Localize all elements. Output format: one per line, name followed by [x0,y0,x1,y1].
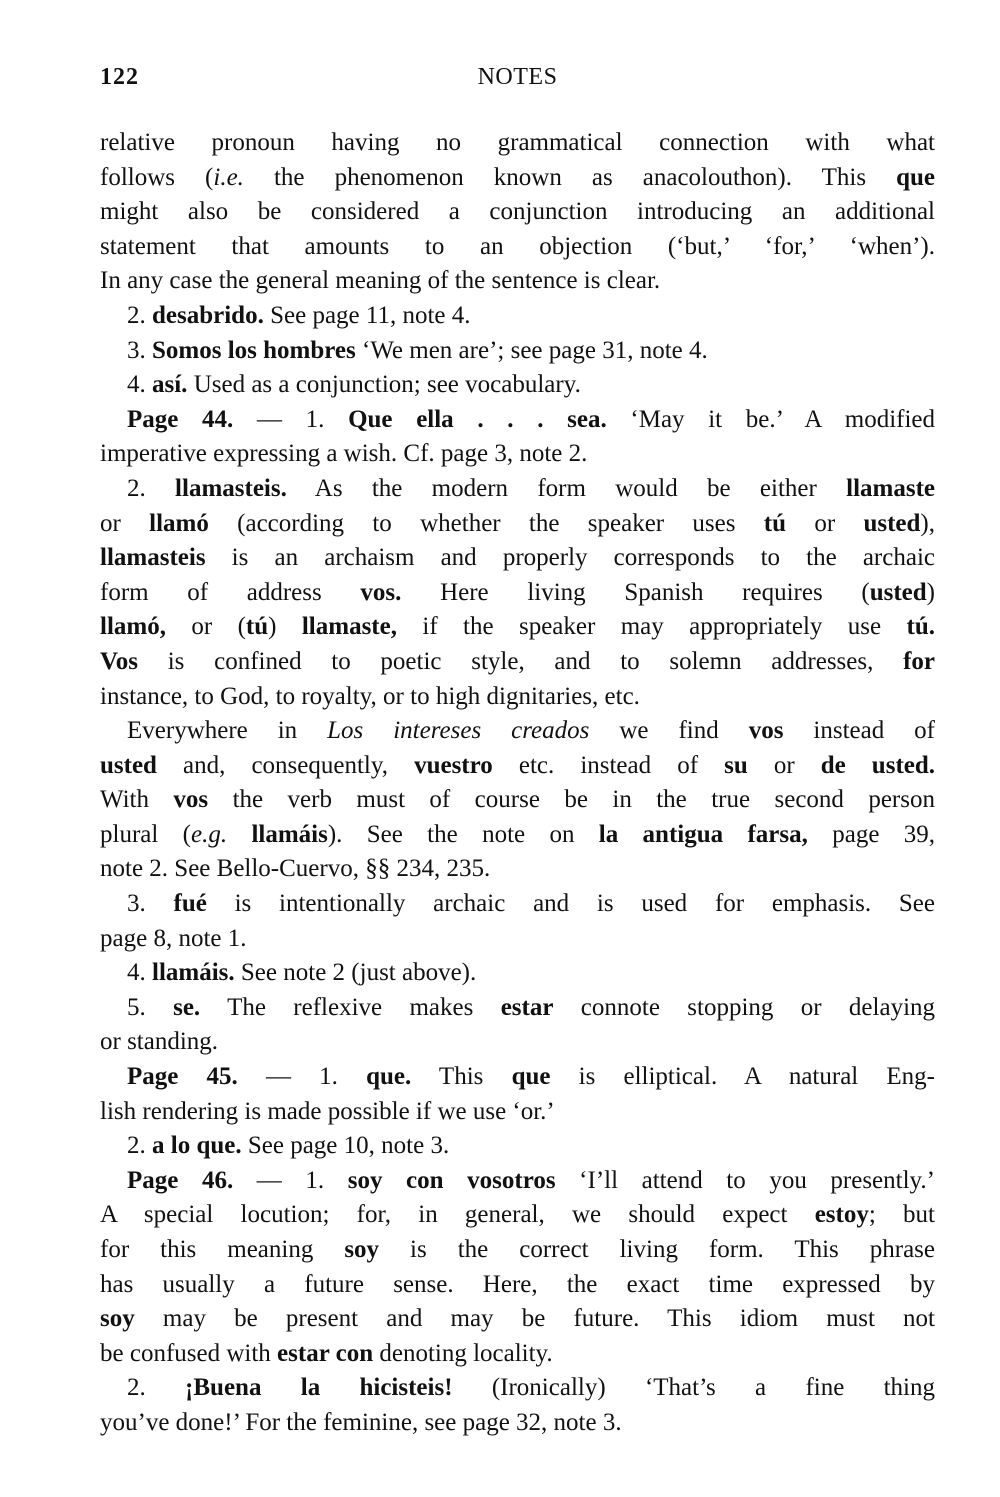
bold-term: que [896,163,936,191]
note-paragraph [100,1060,935,1129]
bold-term: llamó [149,509,209,537]
text-run: ). See the note on [327,820,599,848]
bold-term: llamasteis [100,544,206,572]
text-run: 3. [127,890,174,918]
text-run: form of address [100,578,361,606]
note-paragraph [100,887,935,956]
text-run: ‘May it be.’ A modified [606,405,936,433]
text-run: 2. [127,1132,152,1160]
bold-term: llamasteis. [175,474,287,502]
bold-term: que [511,1063,551,1091]
bold-term: vos [173,786,209,814]
text-run: or [786,509,864,537]
italic-text: i.e. [213,163,244,191]
text-line [100,1060,935,1095]
bold-term: llamaste [846,474,935,502]
bold-term: estoy [814,1201,869,1229]
text-line [100,1095,935,1130]
text-run: the verb must of course be in the true second person [208,786,935,814]
text-line [100,126,935,161]
note-paragraph [100,368,935,403]
note-paragraph [100,991,935,1060]
text-run: page 39, [807,820,936,848]
text-run: instead of [783,717,936,745]
text-run: ) [268,613,302,641]
text-run: may be present and may be future. This idiom must not [134,1305,935,1333]
bold-term: usted [863,509,921,537]
text-run: page 8, note 1. [100,924,247,952]
text-run: This [411,1063,512,1091]
text-run: might also be considered a conjunction introducing an additional [100,198,935,226]
text-line [100,299,935,334]
bold-term: soy [344,1236,380,1263]
text-line [100,1406,935,1441]
text-run: 4. [127,959,152,987]
text-line [100,1198,935,1233]
text-line [100,437,935,472]
text-run: has usually a future sense. Here, the exact time expressed by [100,1270,935,1298]
text-line [100,368,935,403]
bold-term: for [903,647,935,675]
note-paragraph [100,1371,935,1440]
text-run: (according to whether the speaker uses [208,509,764,537]
note-paragraph [100,472,935,714]
text-run: and, consequently, [156,751,415,779]
text-line [100,991,935,1026]
bold-term: vos. [360,578,402,606]
text-line [100,956,935,991]
text-run: etc. instead of [492,751,725,779]
text-run: As the modern form would be either [286,474,847,502]
text-run: you’ve done!’ For the feminine, see page 32, note 3. [100,1408,622,1436]
text-run: — 1. [237,1063,367,1091]
text-run: is intentionally archaic and is used for emphasis. See [206,890,935,918]
text-run: is elliptical. A natural Eng- [550,1063,936,1091]
text-run: follows ( [100,163,214,191]
page-header [100,64,935,98]
text-line [100,714,935,749]
text-line [100,264,935,299]
text-run: 3. [127,336,152,364]
text-run: Here living Spanish requires ( [401,578,870,606]
text-line [100,852,935,887]
text-line [100,749,935,784]
text-run: or ( [165,613,246,641]
text-run: connote stopping or delaying [553,993,936,1021]
text-run: lish rendering is made possible if we use ‘or.’ [100,1097,555,1125]
italic-text: e.g. [190,820,228,848]
text-line [100,680,935,715]
bold-term: a lo que. [152,1132,242,1160]
text-line [100,610,935,645]
text-run: for this meaning [100,1236,345,1263]
bold-term: Somos los hombres [152,336,356,364]
bold-term: soy [100,1305,135,1333]
bold-term: soy con vosotros [347,1166,556,1194]
text-line [100,1164,935,1199]
text-run: ; but [868,1201,935,1229]
text-line [100,1268,935,1303]
text-run: With [100,786,174,814]
text-run: or [747,751,821,779]
running-head: NOTES [477,64,558,90]
text-run: A special locution; for, in general, we should expect [100,1201,815,1229]
text-run: is confined to poetic style, and to solemn addresses, [138,647,904,675]
note-paragraph [100,956,935,991]
text-line [100,230,935,265]
text-run: 2. [127,1374,186,1402]
bold-term: de usted. [820,751,936,779]
text-run: 2. [127,301,152,329]
bold-term: estar [500,993,554,1021]
note-paragraph [100,334,935,369]
note-paragraph [100,1164,935,1372]
bold-term: se. [173,993,201,1021]
note-paragraph [100,403,935,472]
bold-term: usted [869,578,927,606]
text-run: imperative expressing a wish. Cf. page 3, note 2. [100,440,588,468]
text-run: Used as a conjunction; see vocabulary. [187,371,581,399]
bold-term: ¡Buena la hicisteis! [185,1374,453,1402]
note-paragraph [100,1129,935,1164]
text-run: The reflexive makes [200,993,501,1021]
text-line [100,922,935,957]
note-paragraph [100,299,935,334]
text-run: In any case the general meaning of the sentence is clear. [100,267,661,295]
italic-text: Los intereses creados [327,717,590,745]
text-run: we find [589,717,749,745]
bold-term: estar con [277,1339,374,1367]
text-run: 2. [127,474,176,502]
bold-term: llamaste, [301,613,397,641]
text-run [227,821,251,848]
text-run: denoting locality. [373,1339,553,1367]
text-line [100,334,935,369]
text-line [100,645,935,680]
text-run: See note 2 (just above). [234,959,477,987]
bold-term: Page 45. [127,1063,238,1091]
bold-term: vuestro [414,751,493,779]
text-line [100,1025,935,1060]
bold-term: llamáis. [152,959,235,987]
text-run: statement that amounts to an objection (‘but,’ ‘for,’ ‘when’). [100,232,935,260]
note-paragraph [100,126,935,299]
text-line [100,1302,935,1337]
text-run: See page 11, note 4. [263,301,471,329]
text-line [100,541,935,576]
text-line [100,195,935,230]
bold-term: Page 46. [127,1166,234,1194]
text-line [100,1337,935,1372]
note-paragraph [100,714,935,887]
text-line [100,783,935,818]
text-run: note 2. See Bello-Cuervo, §§ 234, 235. [100,855,491,883]
text-line [100,507,935,542]
bold-term: fué [173,890,207,918]
text-run: ‘We men are’; see page 31, note 4. [355,336,708,364]
bold-term: así. [152,371,188,399]
bold-term: la antigua farsa, [598,820,808,848]
text-line [100,576,935,611]
bold-term: que. [366,1063,412,1091]
text-run: (Ironically) ‘That’s a fine thing [452,1374,935,1402]
text-run: See page 10, note 3. [241,1132,450,1160]
text-run: or [100,509,150,537]
text-line [100,161,935,196]
text-run: 5. [127,993,174,1021]
text-line [100,403,935,438]
bold-term: Vos [100,647,138,675]
bold-term: tú. [906,613,935,641]
bold-term: usted [100,751,157,779]
text-run: Everywhere in [127,717,328,745]
text-line [100,1129,935,1164]
text-run: 4. [127,371,152,399]
text-run: if the speaker may appropriately use [396,613,907,641]
bold-term: Page 44. [127,405,234,433]
text-run: is an archaism and properly corresponds to the archaic [205,544,935,572]
text-run: instance, to God, to royalty, or to high dignitaries, etc. [100,682,640,710]
bold-term: tú [763,509,787,537]
text-run: — 1. [233,1166,348,1194]
bold-term: llamó, [100,613,166,641]
text-run: plural ( [100,820,191,848]
text-run: ) [926,578,935,606]
text-run: ‘I’ll attend to you presently.’ [555,1166,935,1194]
bold-term: vos [748,717,784,745]
bold-term: desabrido. [152,301,264,329]
text-run: the phenomenon known as anacolouthon). This [243,163,897,191]
bold-term: llamáis [251,820,328,848]
text-run: is the correct living form. This phrase [379,1236,936,1263]
text-line [100,887,935,922]
text-run: — 1. [233,405,349,433]
text-line [100,472,935,507]
text-run: relative pronoun having no grammatical connection with what [100,129,935,156]
text-line [100,1233,935,1268]
notes-body [100,126,935,1441]
text-run: or standing. [100,1028,219,1056]
text-run: be confused with [100,1339,278,1367]
text-run: ), [920,509,935,537]
bold-term: su [724,751,748,779]
page-number: 122 [100,64,139,90]
text-line [100,818,935,853]
bold-term: Que ella . . . sea. [348,405,607,433]
text-line [100,1371,935,1406]
bold-term: tú [245,613,269,641]
